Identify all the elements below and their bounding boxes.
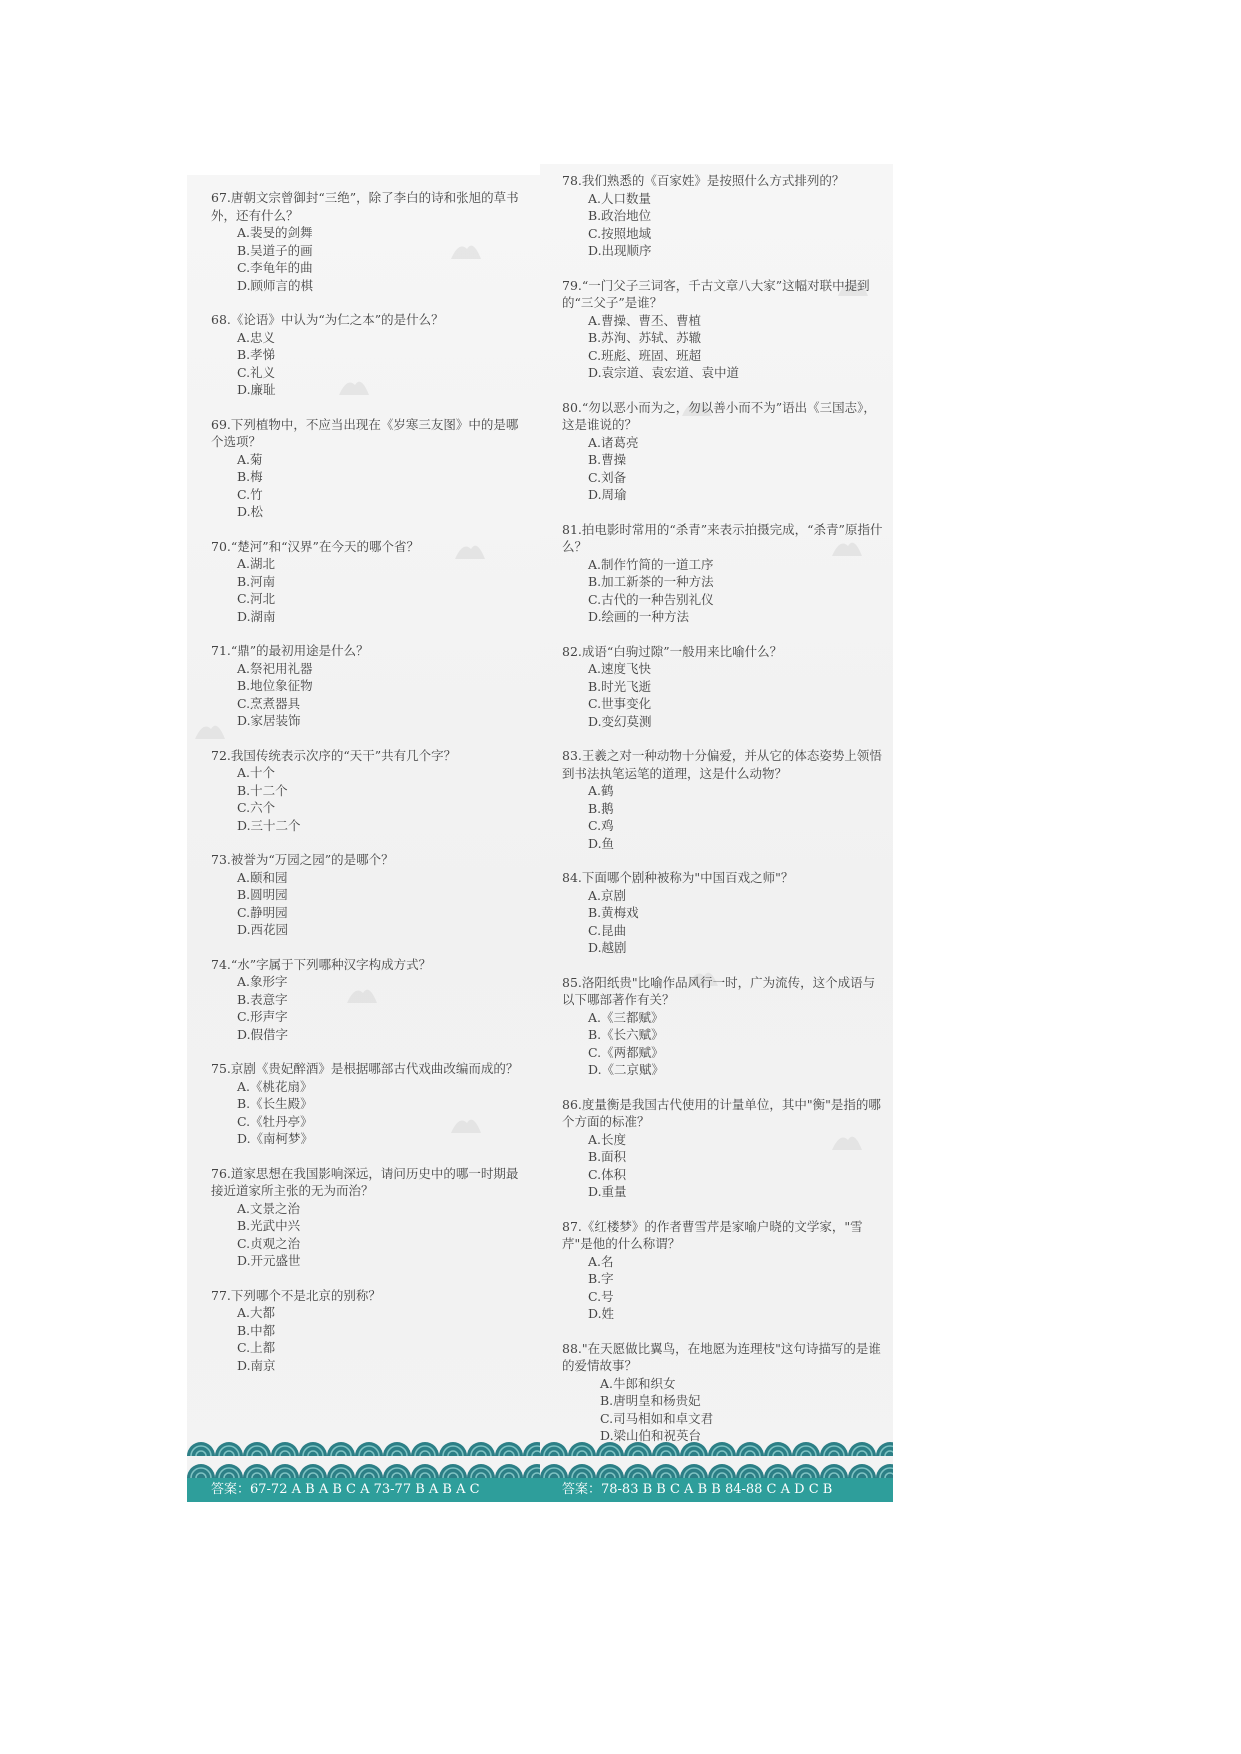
question-item bbox=[211, 1287, 530, 1375]
answer-option: A.制作竹简的一道工序 bbox=[588, 556, 714, 572]
answer-option: B.十二个 bbox=[237, 782, 288, 798]
question-item bbox=[211, 416, 530, 521]
wave-pattern bbox=[187, 1434, 540, 1478]
question-text: 71.“鼎”的最初用途是什么？ bbox=[211, 643, 369, 658]
question-text: 68.《论语》中认为“为仁之本”的是什么？ bbox=[211, 312, 444, 327]
question-text: 75.京剧《贵妃醉酒》是根据哪部古代戏曲改编而成的？ bbox=[211, 1061, 519, 1076]
answer-option: C.河北 bbox=[237, 591, 276, 606]
question-item bbox=[562, 1096, 883, 1201]
question-text: 78.我们熟悉的《百家姓》是按照什么方式排列的？ bbox=[562, 173, 845, 188]
question-item bbox=[211, 851, 530, 939]
answer-option: D.三十二个 bbox=[237, 817, 301, 833]
answer-option: C.鸡 bbox=[588, 818, 614, 833]
answer-option: C.刘备 bbox=[588, 469, 627, 485]
answer-option: D.周瑜 bbox=[588, 487, 627, 502]
quiz-panel-left bbox=[187, 175, 540, 1502]
answer-option: B.政治地位 bbox=[588, 208, 652, 223]
answer-option: D.出现顺序 bbox=[588, 243, 652, 258]
question-item bbox=[562, 974, 883, 1079]
question-item bbox=[562, 277, 883, 382]
question-text: 81.拍电影时常用的“杀青”来表示拍摄完成，“杀青”原指什么？ bbox=[562, 521, 883, 554]
answer-option: C.《两都赋》 bbox=[588, 1044, 664, 1060]
answer-option: A.京剧 bbox=[588, 887, 627, 903]
answer-option: B.《长六赋》 bbox=[588, 1027, 664, 1042]
question-text: 82.成语“白驹过隙”一般用来比喻什么？ bbox=[562, 643, 783, 659]
quiz-panel-right bbox=[540, 164, 893, 1502]
question-item bbox=[211, 1060, 530, 1148]
answer-option: A.人口数量 bbox=[588, 190, 652, 206]
answer-option: D.《南柯梦》 bbox=[237, 1131, 314, 1146]
answer-option: B.梅 bbox=[237, 469, 263, 484]
answer-option: C.体积 bbox=[588, 1166, 627, 1182]
answer-option: B.苏洵、苏轼、苏辙 bbox=[588, 330, 702, 345]
answer-option: D.假借字 bbox=[237, 1026, 289, 1042]
answer-option: A.名 bbox=[588, 1253, 614, 1269]
answer-option: B.曹操 bbox=[588, 452, 627, 467]
answer-option: A.湖北 bbox=[237, 556, 276, 571]
question-item bbox=[211, 538, 530, 626]
answer-option: C.上都 bbox=[237, 1340, 276, 1355]
answer-option: B.加工新茶的一种方法 bbox=[588, 574, 714, 589]
answer-option: A.大都 bbox=[237, 1305, 276, 1320]
question-item bbox=[211, 747, 530, 835]
answer-option: B.鹅 bbox=[588, 800, 614, 816]
answer-option: C.烹煮器具 bbox=[237, 695, 301, 711]
answer-option: C.古代的一种告别礼仪 bbox=[588, 591, 714, 607]
question-text: 83.王羲之对一种动物十分偏爱，并从它的体态姿势上领悟到书法执笔运笔的道理，这是什么动物？ bbox=[562, 748, 882, 781]
answer-option: A.鹤 bbox=[588, 783, 614, 798]
answer-option: C.六个 bbox=[237, 800, 276, 815]
question-text: 85.洛阳纸贵"比喻作品风行一时，广为流传，这个成语与以下哪部著作有关？ bbox=[562, 974, 876, 1007]
answer-option: A.《桃花扇》 bbox=[237, 1078, 313, 1094]
answer-option: B.《长生殿》 bbox=[237, 1096, 313, 1111]
question-item bbox=[211, 311, 530, 399]
answer-option: D.开元盛世 bbox=[237, 1253, 301, 1268]
answer-option: D.越剧 bbox=[588, 940, 627, 955]
answer-option: B.河南 bbox=[237, 573, 276, 589]
answer-option: D.鱼 bbox=[588, 835, 615, 851]
answer-option: B.唐明皇和杨贵妃 bbox=[600, 1393, 701, 1408]
answer-option: C.号 bbox=[588, 1288, 614, 1304]
answer-option: A.颐和园 bbox=[237, 869, 288, 885]
answer-option: D.廉耻 bbox=[237, 382, 276, 397]
answer-option: A.《三都赋》 bbox=[588, 1009, 664, 1025]
answer-option: D.绘画的一种方法 bbox=[588, 609, 690, 624]
answer-option: A.祭祀用礼器 bbox=[237, 660, 313, 676]
answer-option: A.象形字 bbox=[237, 974, 288, 989]
question-text: 87.《红楼梦》的作者曹雪芹是家喻户晓的文学家，"雪芹"是他的什么称谓？ bbox=[562, 1218, 863, 1251]
question-text: 67.唐朝文宗曾御封“三绝”，除了李白的诗和张旭的草书外，还有什么？ bbox=[211, 190, 519, 223]
wave-pattern bbox=[540, 1434, 893, 1478]
question-text: 76.道家思想在我国影响深远，请问历史中的哪一时期最接近道家所主张的无为而治？ bbox=[211, 1165, 519, 1198]
answer-option: C.按照地域 bbox=[588, 225, 652, 241]
answer-option: D.家居装饰 bbox=[237, 713, 301, 728]
answer-option: D.西花园 bbox=[237, 922, 289, 937]
answer-option: C.世事变化 bbox=[588, 696, 652, 711]
answer-option: A.曹操、曹丕、曹植 bbox=[588, 312, 702, 328]
answer-option: D.松 bbox=[237, 504, 264, 519]
answer-option: C.形声字 bbox=[237, 1009, 288, 1024]
answer-option: D.湖南 bbox=[237, 608, 276, 624]
answer-option: C.昆曲 bbox=[588, 922, 627, 938]
question-text: 77.下列哪个不是北京的别称？ bbox=[211, 1287, 381, 1303]
answer-option: B.表意字 bbox=[237, 991, 288, 1007]
answer-option: B.面积 bbox=[588, 1149, 627, 1164]
question-text: 79.“一门父子三词客，千古文章八大家”这幅对联中提到的“三父子”是谁？ bbox=[562, 277, 870, 310]
question-text: 88."在天愿做比翼鸟，在地愿为连理枝"这句诗描写的是谁的爱情故事？ bbox=[562, 1340, 881, 1373]
question-text: 72.我国传统表示次序的“天干”共有几个字？ bbox=[211, 747, 457, 763]
question-list bbox=[562, 172, 883, 1462]
answer-option: D.南京 bbox=[237, 1357, 276, 1373]
question-text: 73.被誉为“万园之园”的是哪个？ bbox=[211, 852, 394, 867]
answer-option: A.牛郎和织女 bbox=[600, 1375, 676, 1391]
answer-option: B.时光飞逝 bbox=[588, 678, 652, 694]
question-item bbox=[562, 399, 883, 504]
answer-option: A.菊 bbox=[237, 451, 263, 467]
answer-option: D.重量 bbox=[588, 1184, 627, 1199]
answer-option: B.地位象征物 bbox=[237, 678, 313, 693]
answer-option: A.忠义 bbox=[237, 329, 276, 345]
answer-option: C.李龟年的曲 bbox=[237, 260, 313, 275]
question-item bbox=[562, 1218, 883, 1323]
answer-option: A.十个 bbox=[237, 765, 276, 780]
question-item bbox=[562, 869, 883, 957]
answer-option: C.司马相如和卓文君 bbox=[600, 1410, 714, 1426]
question-text: 86.度量衡是我国古代使用的计量单位，其中"衡"是指的哪个方面的标准？ bbox=[562, 1096, 881, 1129]
answer-option: C.礼义 bbox=[237, 364, 276, 380]
answer-option: B.字 bbox=[588, 1271, 614, 1286]
answer-option: C.班彪、班固、班超 bbox=[588, 347, 702, 363]
question-item bbox=[562, 1340, 883, 1445]
question-text: 69.下列植物中，不应当出现在《岁寒三友图》中的是哪个选项？ bbox=[211, 416, 519, 449]
answer-option: C.贞观之治 bbox=[237, 1235, 301, 1251]
answer-option: B.孝悌 bbox=[237, 347, 276, 362]
answer-option: D.袁宗道、袁宏道、袁中道 bbox=[588, 365, 740, 380]
question-text: 84.下面哪个剧种被称为"中国百戏之师"？ bbox=[562, 870, 794, 885]
question-item bbox=[211, 189, 530, 294]
answer-option: A.诸葛亮 bbox=[588, 434, 639, 450]
answer-bar: 答案：67-72 A B A B C A 73-77 B A B A C bbox=[187, 1478, 540, 1502]
answer-option: A.长度 bbox=[588, 1131, 627, 1147]
question-text: 70.“楚河”和“汉界”在今天的哪个省？ bbox=[211, 538, 419, 554]
answer-option: D.顾师言的棋 bbox=[237, 277, 314, 293]
answer-option: A.裴旻的剑舞 bbox=[237, 225, 313, 240]
question-item bbox=[211, 956, 530, 1044]
question-item bbox=[562, 643, 883, 731]
question-text: 74.“水”字属于下列哪种汉字构成方式？ bbox=[211, 956, 432, 972]
question-item bbox=[562, 521, 883, 626]
answer-option: D.姓 bbox=[588, 1306, 615, 1321]
answer-option: C.《牡丹亭》 bbox=[237, 1113, 313, 1129]
question-list bbox=[211, 189, 530, 1391]
question-item bbox=[562, 172, 883, 260]
answer-option: C.静明园 bbox=[237, 904, 288, 920]
question-text: 80.“勿以恶小而为之，勿以善小而不为”语出《三国志》，这是谁说的？ bbox=[562, 399, 876, 432]
answer-option: A.文景之治 bbox=[237, 1200, 301, 1216]
answer-option: A.速度飞快 bbox=[588, 661, 652, 676]
answer-option: D.变幻莫测 bbox=[588, 713, 652, 729]
answer-option: C.竹 bbox=[237, 486, 263, 502]
answer-bar: 答案：78-83 B B C A B B 84-88 C A D C B bbox=[540, 1478, 893, 1502]
answer-option: B.黄梅戏 bbox=[588, 905, 639, 920]
question-item bbox=[211, 642, 530, 730]
question-item bbox=[562, 747, 883, 852]
answer-option: B.吴道子的画 bbox=[237, 242, 313, 258]
answer-option: D.《二京赋》 bbox=[588, 1062, 665, 1077]
answer-option: B.圆明园 bbox=[237, 887, 288, 902]
question-item bbox=[211, 1165, 530, 1270]
answer-option: B.光武中兴 bbox=[237, 1218, 301, 1233]
answer-option: B.中都 bbox=[237, 1322, 276, 1338]
